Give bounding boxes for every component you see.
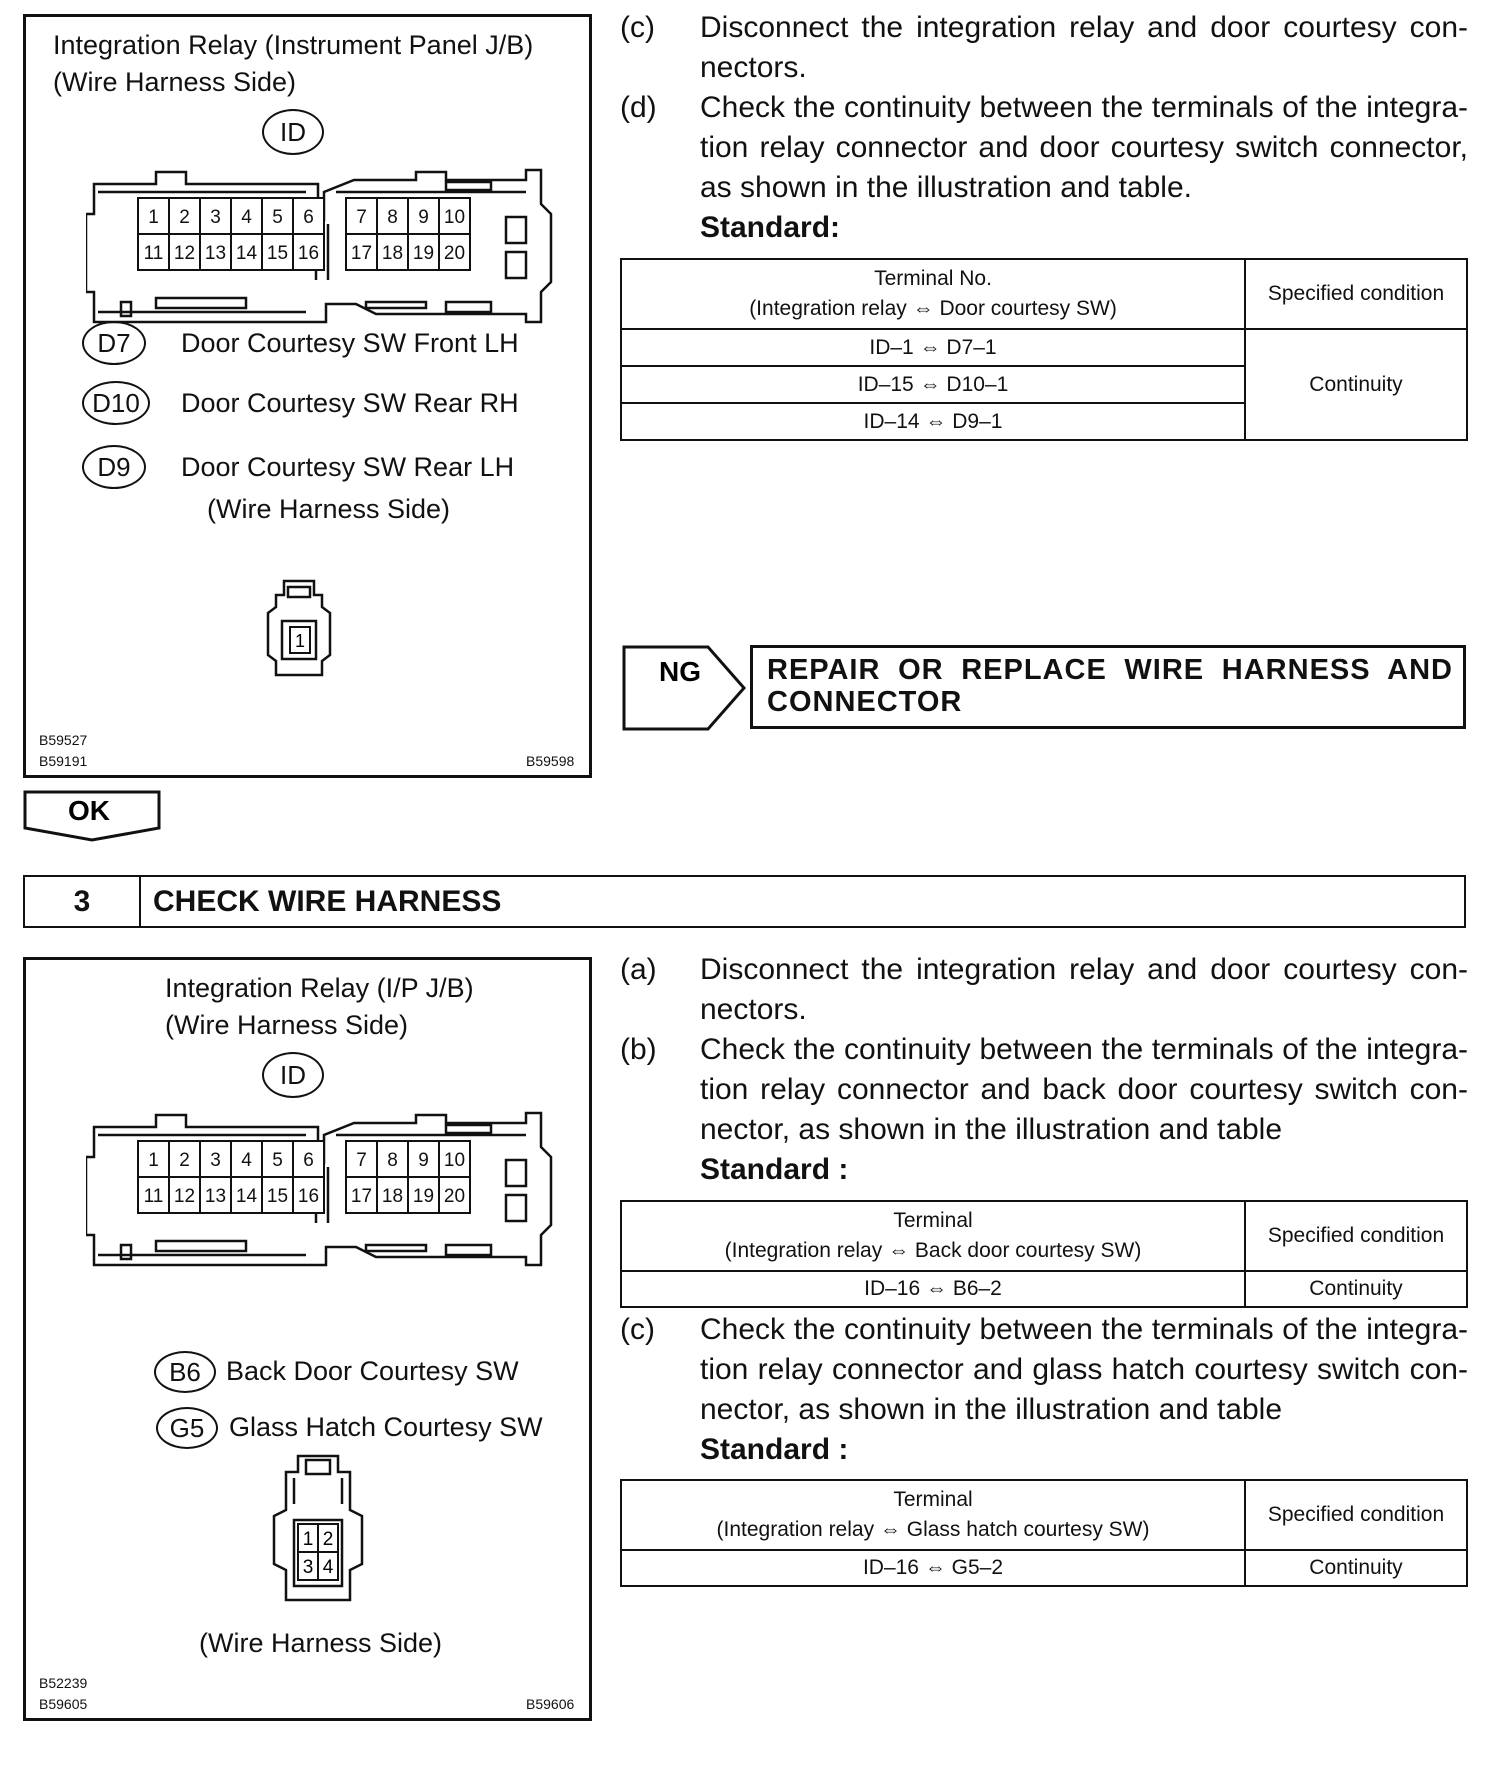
step3-standard-b: Standard : — [700, 1153, 849, 1186]
fig1-connector-badge: ID — [262, 109, 324, 155]
fig1-pin-label: 4 — [241, 207, 252, 228]
step3-standard-c: Standard : — [700, 1433, 849, 1466]
fig1-legend-label-d7: Door Courtesy SW Front LH — [181, 328, 519, 358]
fig1-small-pin: 1 — [294, 631, 306, 651]
step3-b-text: Check the continuity between the terminals of the integration relay connector and back door courtesy switch connector, as shown in the illustration and table — [700, 1033, 1468, 1146]
fig1-pin-label: 13 — [204, 243, 227, 264]
fig2-legend-badge-g5: G5 — [156, 1407, 218, 1449]
step3-b-label: (b) — [620, 1033, 657, 1066]
fig2-pin-label: 17 — [350, 1186, 373, 1207]
fig1-pin-label: 7 — [356, 207, 367, 228]
fig2-relay-connector-diagram — [86, 1105, 556, 1270]
fig1-pin-label: 6 — [303, 207, 314, 228]
fig2-pin-label: 16 — [297, 1186, 320, 1207]
step3-table-c-condition: Continuity — [1245, 1550, 1467, 1586]
fig2-pin-label: 2 — [179, 1150, 190, 1171]
fig1-legend-badge-d10: D10 — [82, 381, 150, 425]
step2-d-label: (d) — [620, 91, 657, 124]
fig2-pin-label: 3 — [210, 1150, 221, 1171]
fig2-code-right: B59606 — [526, 1696, 575, 1712]
step2-table-h1 — [621, 259, 1245, 329]
fig2-legend-badge-b6: B6 — [154, 1351, 216, 1393]
fig1-small-side-label: (Wire Harness Side) — [207, 494, 451, 524]
fig2-pin-label: 4 — [241, 1150, 252, 1171]
fig1-pin-label: 19 — [412, 243, 435, 264]
fig1-code-left2: B59191 — [39, 753, 88, 769]
ng-action-box — [750, 645, 1466, 729]
fig2-pin-label: 11 — [143, 1186, 164, 1207]
fig2-small-pin-4: 4 — [322, 1557, 334, 1578]
step3-table-b-row: ID–16 ⇔ B6–2 — [621, 1271, 1245, 1307]
fig1-pin-label: 16 — [297, 243, 320, 264]
fig1-pin-label: 14 — [235, 243, 258, 264]
step3-table-c-h2: Specified condition — [1245, 1480, 1467, 1550]
step3-c-label: (c) — [620, 1313, 655, 1346]
step3-table-b-h1 — [621, 1201, 1245, 1271]
fig1-pin-label: 11 — [143, 243, 164, 264]
fig2-code-left1: B52239 — [39, 1675, 88, 1691]
fig2-pin-grid — [138, 1141, 470, 1213]
fig2-pin-label: 5 — [272, 1150, 283, 1171]
step3-table-b-condition: Continuity — [1245, 1271, 1467, 1307]
fig1-legend-label-d10: Door Courtesy SW Rear RH — [181, 388, 519, 418]
fig2-pin-label: 1 — [148, 1150, 159, 1171]
fig1-code-right: B59598 — [526, 753, 575, 769]
fig1-small-connector-diagram — [264, 579, 334, 683]
fig1-title-2: (Wire Harness Side) — [53, 67, 297, 97]
step3-table-c-row: ID–16 ⇔ G5–2 — [621, 1550, 1245, 1586]
step2-table-condition: Continuity — [1245, 329, 1467, 440]
step2-standard: Standard: — [700, 211, 841, 244]
fig2-pin-label: 8 — [387, 1150, 398, 1171]
ok-label: OK — [68, 795, 110, 826]
fig2-pin-label: 14 — [235, 1186, 258, 1207]
fig1-pin-label: 5 — [272, 207, 283, 228]
figure-2 — [23, 957, 592, 1721]
step2-c-text: Disconnect the integration relay and door courtesy connectors. — [700, 11, 1468, 84]
step3-a-label: (a) — [620, 953, 657, 986]
fig2-small-pin-1: 1 — [302, 1529, 314, 1550]
fig1-pin-label: 9 — [418, 207, 429, 228]
fig1-pin-label: 10 — [443, 207, 466, 228]
step3-table-c-h1-line1: Terminal — [893, 1488, 973, 1511]
fig2-pin-label: 9 — [418, 1150, 429, 1171]
fig2-code-left2: B59605 — [39, 1696, 88, 1712]
step2-table-h2: Specified condition — [1245, 259, 1467, 329]
fig1-relay-connector-diagram — [86, 162, 556, 327]
step2-c-label: (c) — [620, 11, 655, 44]
fig2-small-connector-diagram — [270, 1454, 366, 1604]
figure-1 — [23, 14, 592, 778]
step2-table-h1-line2: (Integration relay ⇔ Door courtesy SW) — [749, 297, 1117, 320]
step2-table-h1-line1: Terminal No. — [874, 267, 992, 290]
fig1-title-1: Integration Relay (Instrument Panel J/B) — [53, 30, 534, 60]
fig2-small-pin-3: 3 — [302, 1557, 314, 1578]
ng-arrow — [622, 645, 748, 731]
fig2-title-1: Integration Relay (I/P J/B) — [165, 973, 474, 1003]
fig1-legend-badge-d7: D7 — [82, 321, 146, 365]
fig2-side-label: (Wire Harness Side) — [199, 1628, 443, 1658]
fig1-pin-label: 17 — [350, 243, 373, 264]
step3-table-b-h1-line2: (Integration relay ⇔ Back door courtesy SW) — [724, 1239, 1142, 1262]
fig2-legend-label-b6: Back Door Courtesy SW — [226, 1356, 519, 1386]
fig1-pin-label: 15 — [266, 243, 289, 264]
ok-arrow — [23, 790, 163, 842]
step3-c-text: Check the continuity between the terminals of the integration relay connector and glass hatch courtesy switch connector, as shown in the illustration and table — [700, 1313, 1468, 1426]
fig1-pin-label: 1 — [148, 207, 159, 228]
step3-number: 3 — [25, 877, 141, 926]
fig1-pin-label: 20 — [443, 243, 466, 264]
fig1-code-left1: B59527 — [39, 732, 88, 748]
step3-header — [23, 875, 1466, 928]
fig1-pin-grid — [138, 198, 470, 270]
fig2-pin-label: 6 — [303, 1150, 314, 1171]
fig1-pin-label: 12 — [173, 243, 196, 264]
step3-table-b-h2: Specified condition — [1245, 1201, 1467, 1271]
step3-table-c-h1-line2: (Integration relay ⇔ Glass hatch courtesy SW) — [716, 1518, 1150, 1541]
fig2-pin-label: 10 — [443, 1150, 466, 1171]
fig1-pin-label: 2 — [179, 207, 190, 228]
step3-table-b-h1-line1: Terminal — [893, 1209, 973, 1232]
ng-label: NG — [659, 656, 701, 687]
fig2-pin-label: 15 — [266, 1186, 289, 1207]
fig2-legend-label-g5: Glass Hatch Courtesy SW — [229, 1412, 543, 1442]
step2-table — [620, 258, 1468, 441]
fig2-pin-label: 18 — [381, 1186, 404, 1207]
fig2-small-pin-2: 2 — [322, 1529, 334, 1550]
fig2-connector-badge: ID — [262, 1052, 324, 1098]
fig2-pin-label: 19 — [412, 1186, 435, 1207]
fig1-pin-label: 3 — [210, 207, 221, 228]
step3-table-b — [620, 1200, 1468, 1308]
step3-table-c-h1 — [621, 1480, 1245, 1550]
fig2-pin-label: 20 — [443, 1186, 466, 1207]
step2-table-row-3: ID–14 ⇔ D9–1 — [621, 403, 1245, 440]
fig1-legend-label-d9: Door Courtesy SW Rear LH — [181, 452, 515, 482]
fig2-pin-label: 12 — [173, 1186, 196, 1207]
step2-table-row-2: ID–15 ⇔ D10–1 — [621, 366, 1245, 403]
step2-table-row-1: ID–1 ⇔ D7–1 — [621, 329, 1245, 366]
step2-d-text: Check the continuity between the terminals of the integration relay connector and door courtesy switch connector, as shown in the illustration and table. — [700, 91, 1468, 204]
step3-a-text: Disconnect the integration relay and door courtesy connectors. — [700, 953, 1468, 1026]
ng-action-text: REPAIR OR REPLACE WIRE HARNESS AND CONNECTOR — [767, 654, 1453, 718]
fig2-title-2: (Wire Harness Side) — [165, 1010, 409, 1040]
fig2-pin-label: 13 — [204, 1186, 227, 1207]
step3-table-c — [620, 1479, 1468, 1587]
fig1-pin-label: 8 — [387, 207, 398, 228]
fig2-pin-label: 7 — [356, 1150, 367, 1171]
fig1-pin-label: 18 — [381, 243, 404, 264]
fig1-legend-badge-d9: D9 — [82, 445, 146, 489]
step3-title: CHECK WIRE HARNESS — [153, 885, 502, 918]
